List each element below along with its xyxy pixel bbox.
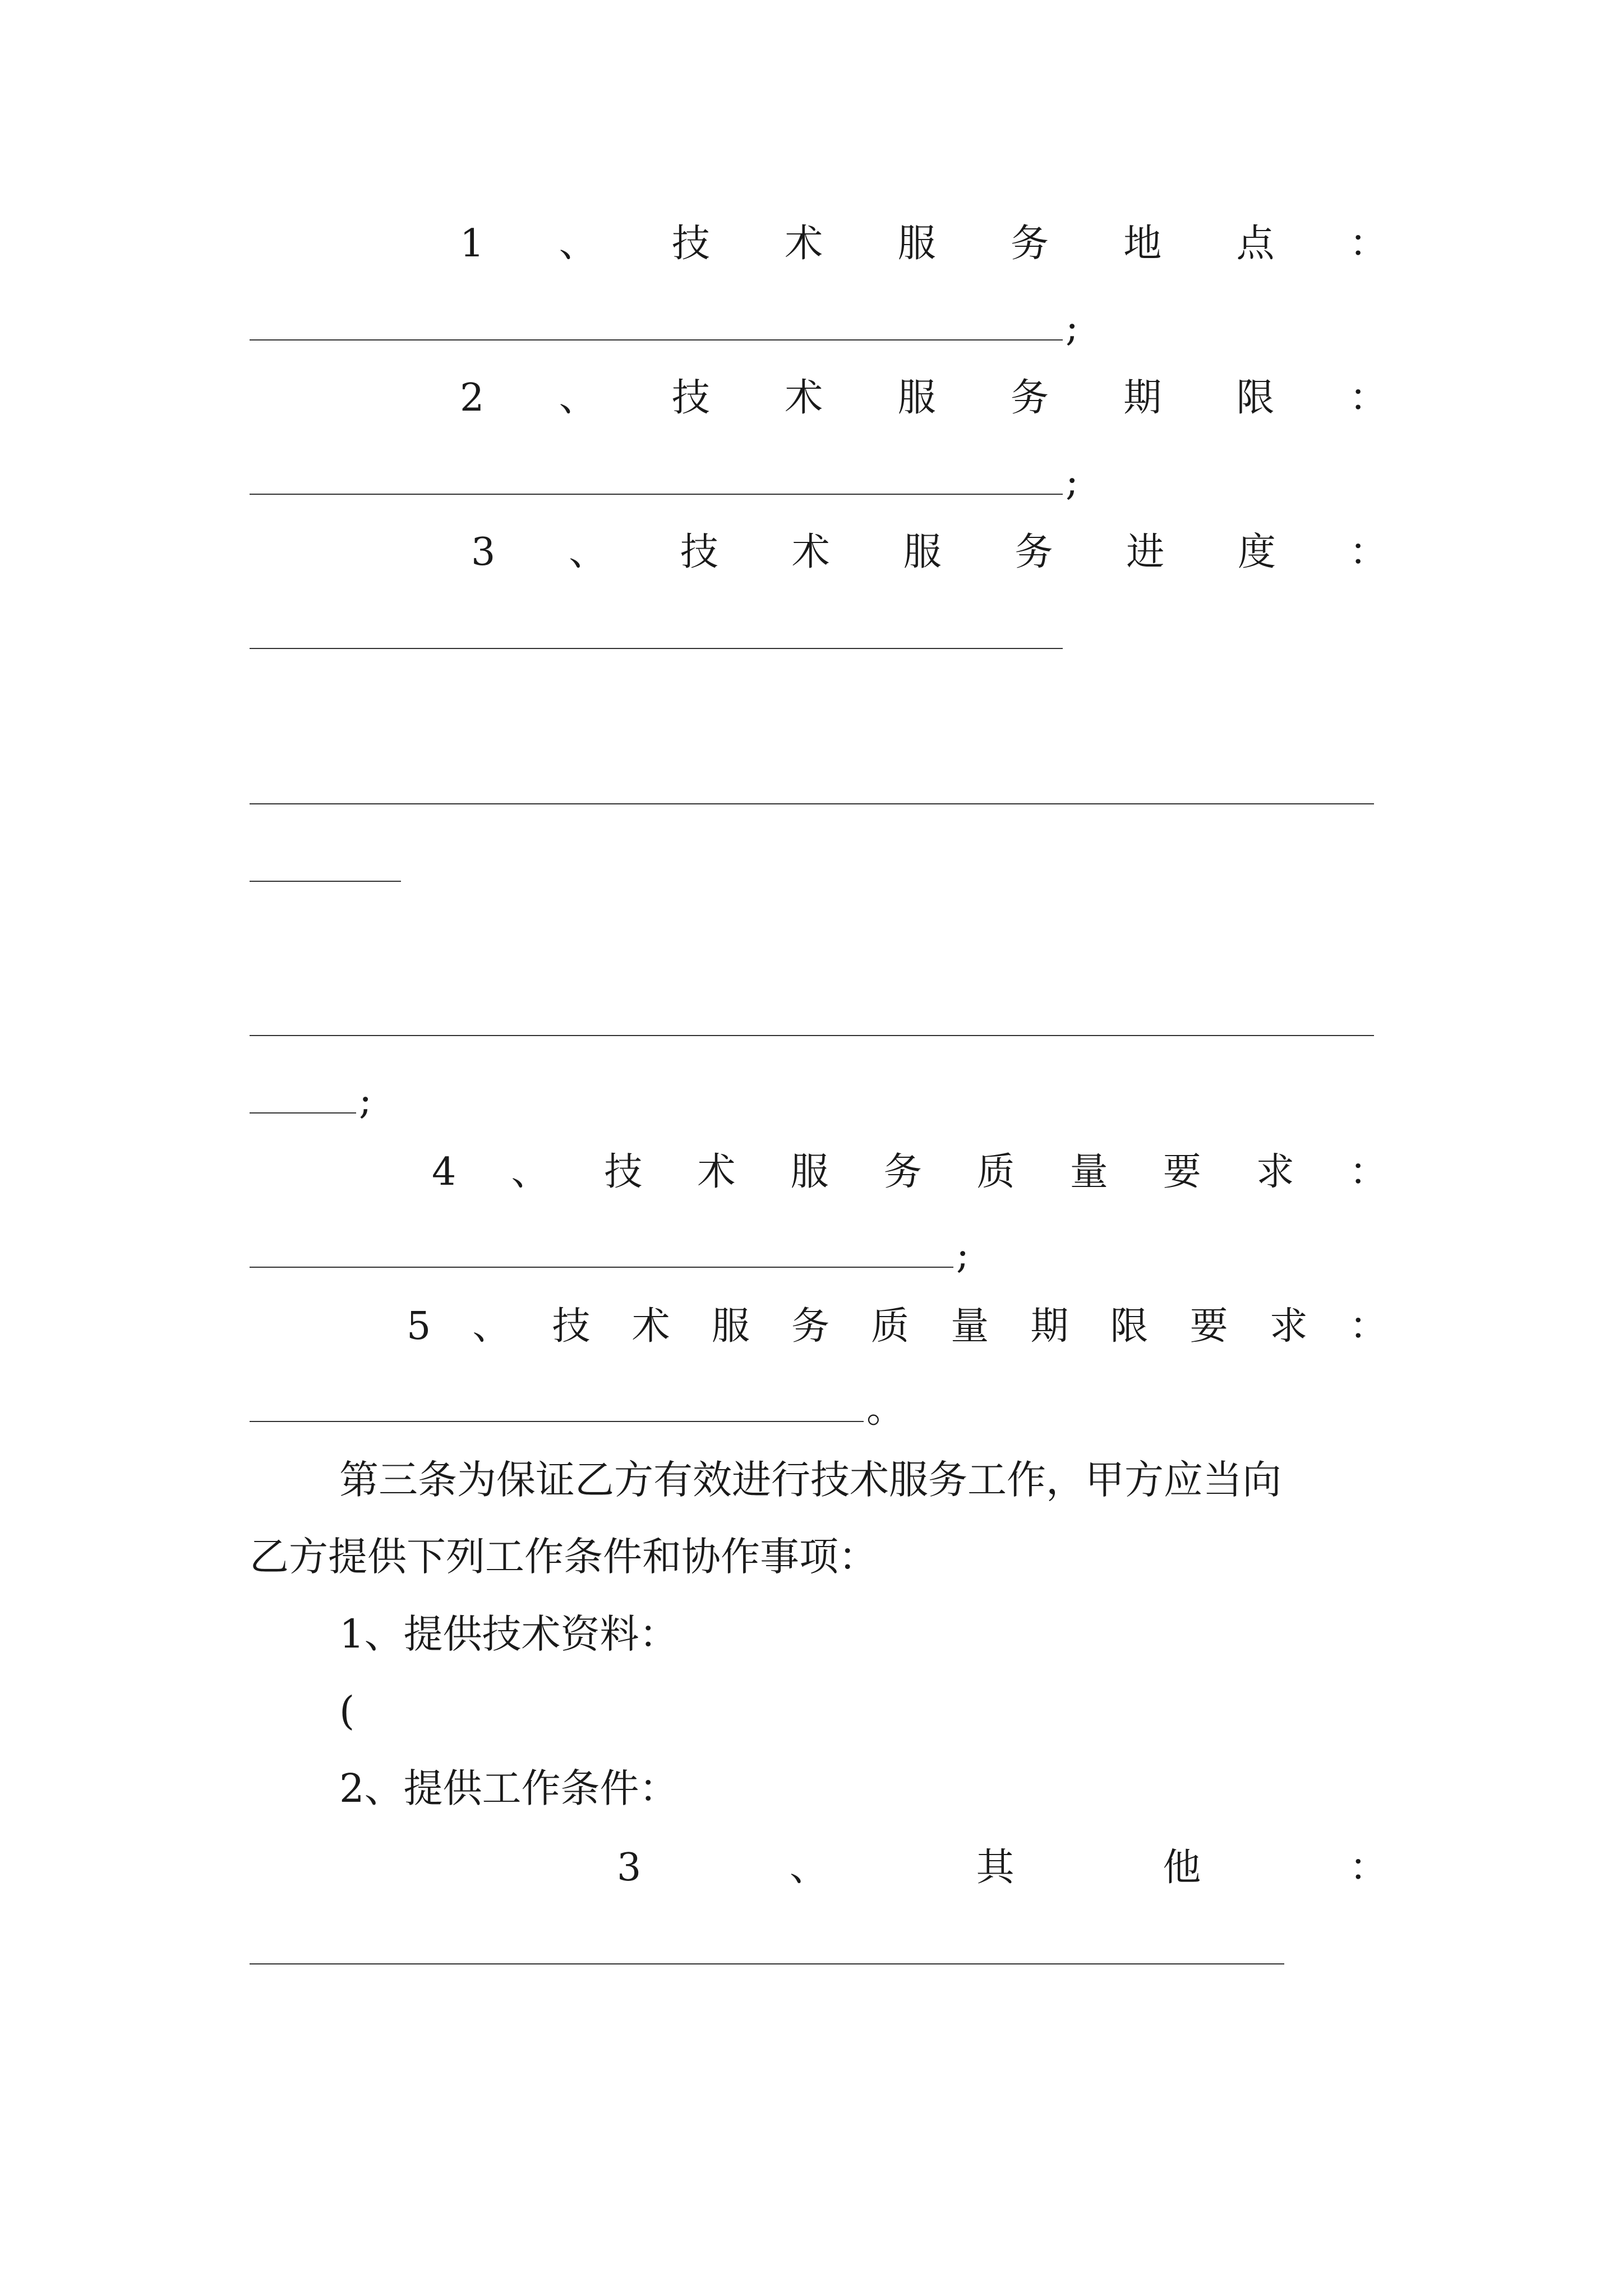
char: 求 xyxy=(1269,1304,1308,1349)
char: ： xyxy=(1349,376,1387,420)
char: 要 xyxy=(1163,1150,1201,1194)
char: 、 xyxy=(511,1150,550,1194)
char: 、 xyxy=(789,1846,828,1890)
item-5-period: 。 xyxy=(866,1387,905,1432)
char: ： xyxy=(1349,222,1387,266)
char: 技 xyxy=(552,1304,591,1349)
article-3-line-1: 第三条为保证乙方有效进行技术服务工作，甲方应当向 xyxy=(339,1457,1281,1503)
char: 服 xyxy=(903,530,942,574)
item-4-semicolon: ; xyxy=(956,1233,969,1277)
item-2-semicolon: ; xyxy=(1066,460,1078,504)
char: 服 xyxy=(897,222,936,266)
char: 3 xyxy=(471,530,496,574)
article-3-paren: ( xyxy=(339,1688,355,1734)
article-3-line-2: 乙方提供下列工作条件和协作事项： xyxy=(250,1534,878,1580)
other-blank-line xyxy=(250,1963,1284,1964)
char: 务 xyxy=(1010,376,1049,420)
char: 质 xyxy=(976,1150,1015,1194)
char: 限 xyxy=(1236,376,1275,420)
char: 术 xyxy=(791,530,830,574)
char: 服 xyxy=(897,376,936,420)
char: 务 xyxy=(791,1304,829,1349)
char: 技 xyxy=(604,1150,643,1194)
char: 期 xyxy=(1030,1304,1069,1349)
char: 术 xyxy=(697,1150,736,1194)
item-3-blank-line-1 xyxy=(250,648,1063,649)
item-4-blank-line xyxy=(250,1267,953,1268)
char: 1 xyxy=(460,222,485,266)
item-3-blank-line-5 xyxy=(250,1112,356,1114)
char: 务 xyxy=(883,1150,922,1194)
char: ： xyxy=(1349,530,1387,574)
item-5-blank-line xyxy=(250,1421,864,1422)
char: 量 xyxy=(1069,1150,1108,1194)
char: 求 xyxy=(1256,1150,1294,1194)
char: 技 xyxy=(671,222,710,266)
char: 点 xyxy=(1236,222,1275,266)
char: 地 xyxy=(1123,222,1162,266)
char: 服 xyxy=(790,1150,829,1194)
item-5-heading xyxy=(407,1299,1387,1355)
char: 5 xyxy=(407,1304,431,1349)
char: 术 xyxy=(785,376,823,420)
char: 质 xyxy=(871,1304,910,1349)
item-3-heading xyxy=(471,524,1387,581)
char: 技 xyxy=(671,376,710,420)
char: 其 xyxy=(976,1846,1015,1890)
char: 、 xyxy=(559,376,597,420)
item-1-semicolon: ; xyxy=(1066,306,1078,350)
char: 务 xyxy=(1015,530,1053,574)
char: 限 xyxy=(1110,1304,1149,1349)
item-4-heading xyxy=(432,1144,1387,1200)
char: 量 xyxy=(951,1304,989,1349)
char: 期 xyxy=(1123,376,1162,420)
item-3-blank-line-4 xyxy=(250,1035,1374,1036)
char: 、 xyxy=(559,222,597,266)
char: 术 xyxy=(785,222,823,266)
char: 技 xyxy=(680,530,718,574)
item-3-blank-line-3 xyxy=(250,881,401,882)
char: 他 xyxy=(1163,1846,1201,1890)
article-3-sub-2: 2、提供工作条件： xyxy=(339,1765,679,1811)
char: 要 xyxy=(1189,1304,1228,1349)
char: 服 xyxy=(711,1304,750,1349)
char: 度 xyxy=(1238,530,1276,574)
char: 2 xyxy=(460,376,485,420)
char: 3 xyxy=(617,1846,642,1890)
char: ： xyxy=(1349,1846,1387,1890)
item-3-semicolon: ; xyxy=(359,1079,372,1123)
char: 术 xyxy=(631,1304,670,1349)
char: ： xyxy=(1349,1150,1387,1194)
item-2-heading xyxy=(460,370,1387,426)
char: 、 xyxy=(569,530,607,574)
char: 进 xyxy=(1126,530,1165,574)
item-1-heading xyxy=(460,216,1387,272)
item-2-blank-line xyxy=(250,494,1063,495)
item-1-blank-line xyxy=(250,339,1063,341)
article-3-sub-1: 1、提供技术资料： xyxy=(339,1611,679,1657)
char: 务 xyxy=(1010,222,1049,266)
char: ： xyxy=(1349,1304,1387,1349)
other-heading xyxy=(617,1840,1387,1896)
item-3-blank-line-2 xyxy=(250,803,1374,804)
char: 、 xyxy=(472,1304,511,1349)
char: 4 xyxy=(432,1150,457,1194)
